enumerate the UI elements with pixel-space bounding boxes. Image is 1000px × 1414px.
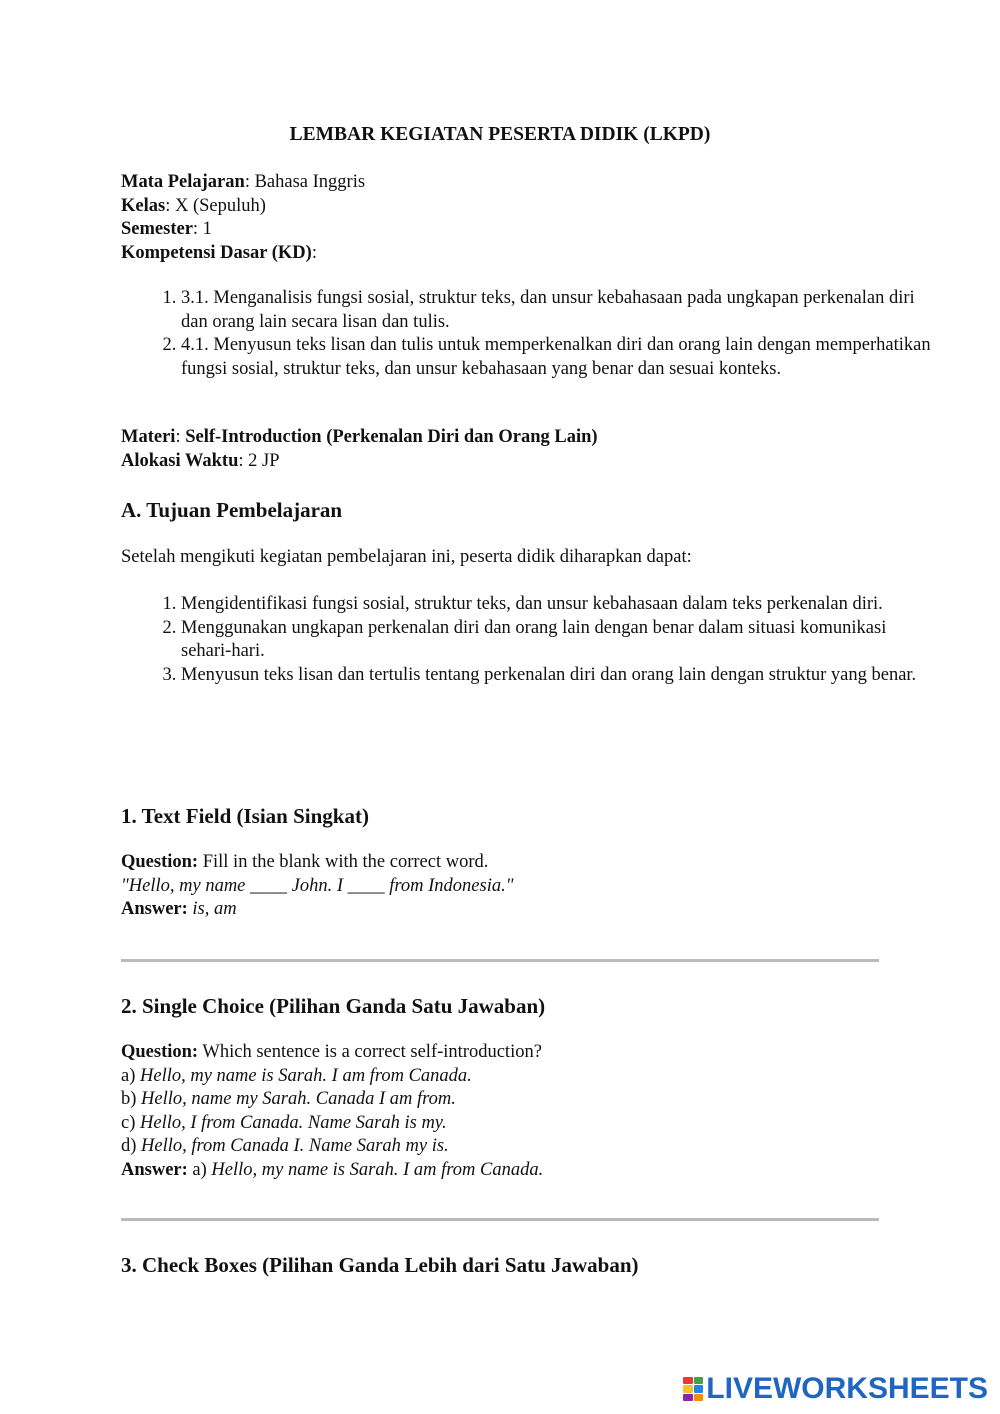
logo-tile xyxy=(683,1385,693,1392)
liveworksheets-logo[interactable] xyxy=(683,1374,988,1404)
kd-item: 1. 3.1. Menganalisis fungsi sosial, struktur teks, dan unsur kebahasaan pada ungkapan perkenalan diri dan orang lain secara lisan dan tulis. xyxy=(181,287,941,334)
logo-tile xyxy=(683,1394,693,1401)
q2-option-a: a) Hello, my name is Sarah. I am from Canada. xyxy=(121,1065,472,1086)
meta-subject: Mata Pelajaran: Bahasa Inggris xyxy=(121,172,366,192)
logo-tile xyxy=(694,1377,704,1384)
logo-mark-icon xyxy=(683,1377,703,1401)
q1-answer: Answer: is, am xyxy=(121,899,237,919)
objective-item: 3. Menyusun teks lisan dan tertulis tentang perkenalan diri dan orang lain dengan struktur yang benar. xyxy=(181,664,941,688)
q2-option-c: c) Hello, I from Canada. Name Sarah is my. xyxy=(121,1112,447,1133)
logo-text: LIVEWORKSHEETS xyxy=(706,1372,988,1406)
meta-class: Kelas: X (Sepuluh) xyxy=(121,195,266,216)
q2-block xyxy=(121,1041,543,1182)
section-a-intro: Setelah mengikuti kegiatan pembelajaran ini, peserta didik diharapkan dapat: xyxy=(121,547,692,567)
q1-heading: 1. Text Field (Isian Singkat) xyxy=(121,804,369,828)
page-title: LEMBAR KEGIATAN PESERTA DIDIK (LKPD) xyxy=(289,124,711,145)
q1-question: Question: Fill in the blank with the correct word. xyxy=(121,852,489,872)
meta-semester: Semester: 1 xyxy=(121,219,212,239)
q2-heading: 2. Single Choice (Pilihan Ganda Satu Jawaban) xyxy=(121,994,546,1018)
objective-item: 2. Menggunakan ungkapan perkenalan diri dan orang lain dengan benar dalam situasi komunikasi sehari-hari. xyxy=(181,617,941,664)
meta-kd: Kompetensi Dasar (KD): xyxy=(121,242,317,263)
materi-line: Materi: Self-Introduction (Perkenalan Diri dan Orang Lain) xyxy=(121,427,598,447)
divider xyxy=(121,1218,879,1221)
kd-item: 2. 4.1. Menyusun teks lisan dan tulis untuk memperkenalkan diri dan orang lain dengan memperhatikan fungsi sosial, struktur teks, dan unsur kebahasaan yang benar dan sesuai konteks. xyxy=(181,334,941,381)
objectives-list xyxy=(121,593,941,687)
q1-block xyxy=(121,851,514,922)
q2-question: Question: Which sentence is a correct self-introduction? xyxy=(121,1042,542,1062)
section-a-heading: A. Tujuan Pembelajaran xyxy=(121,498,343,522)
q2-answer: Answer: a) Hello, my name is Sarah. I am from Canada. xyxy=(121,1159,544,1180)
q2-option-d: d) Hello, from Canada I. Name Sarah my is. xyxy=(121,1136,449,1156)
logo-tile xyxy=(694,1394,704,1401)
divider xyxy=(121,959,879,962)
q3-heading: 3. Check Boxes (Pilihan Ganda Lebih dari Satu Jawaban) xyxy=(121,1253,639,1277)
kd-list xyxy=(121,287,941,381)
logo-tile xyxy=(683,1377,693,1384)
time-line: Alokasi Waktu: 2 JP xyxy=(121,450,280,471)
q2-option-b: b) Hello, name my Sarah. Canada I am from. xyxy=(121,1089,456,1109)
q1-sentence: "Hello, my name ____ John. I ____ from Indonesia." xyxy=(121,875,514,896)
objective-item: 1. Mengidentifikasi fungsi sosial, struktur teks, dan unsur kebahasaan dalam teks perkenalan diri. xyxy=(181,593,941,617)
logo-tile xyxy=(694,1385,704,1392)
materi-block xyxy=(121,426,598,473)
meta-block xyxy=(121,171,365,265)
